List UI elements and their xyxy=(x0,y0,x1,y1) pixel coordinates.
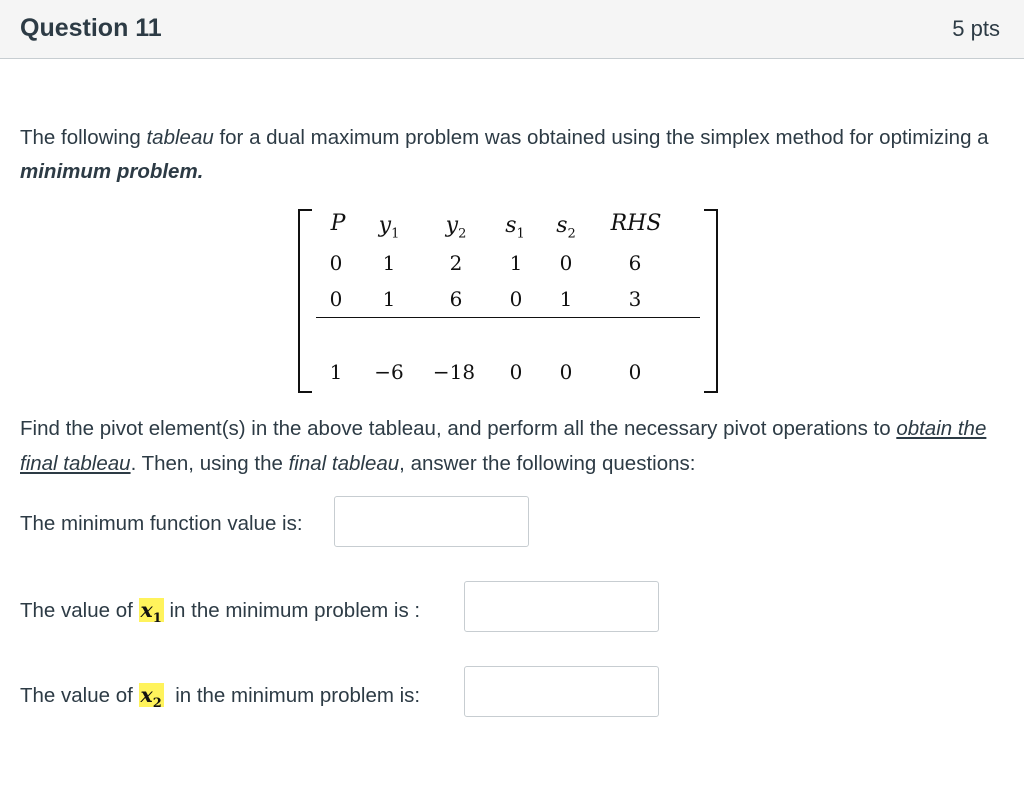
question-header xyxy=(0,0,1024,59)
intro-text: The following xyxy=(20,126,147,149)
tableau-cell: 0 xyxy=(329,287,343,311)
instructions-final-tableau-underlined: obtain the final tableau xyxy=(20,417,987,475)
q3-label: The value of $x_2$ in the minimum problem is: xyxy=(20,683,421,712)
tableau-cell: 3 xyxy=(628,287,642,311)
q1-label: The minimum function value is: xyxy=(20,512,303,535)
instructions-paragraph xyxy=(20,411,1010,481)
x2-value-input[interactable] xyxy=(464,666,659,717)
intro-text-2: for a dual maximum problem was obtained using the simplex method for optimizing a xyxy=(213,126,989,149)
tableau-cell: 2 xyxy=(449,251,463,275)
instructions-text-3: , answer the following questions: xyxy=(399,452,696,475)
x2-variable: $x_2$ xyxy=(140,683,162,712)
instructions-text: Find the pivot element(s) in the above tableau, and perform all the necessary pivot operations to xyxy=(20,417,897,440)
tableau-header-rhs: RHS xyxy=(610,211,662,236)
q2-label: The value of $x_1$ in the minimum problem is : xyxy=(20,598,421,627)
question-points: 5 pts xyxy=(952,16,1000,41)
simplex-tableau xyxy=(298,205,718,391)
intro-minimum-problem: minimum problem. xyxy=(20,160,204,183)
tableau-cell: 0 xyxy=(628,360,642,384)
tableau-cell: −6 xyxy=(374,360,404,384)
tableau-right-bracket xyxy=(704,209,718,393)
x1-variable: $x_1$ xyxy=(140,598,162,627)
tableau-cell: 1 xyxy=(382,287,396,311)
tableau-divider xyxy=(316,317,700,318)
tableau-header-s2: $s_2$ xyxy=(556,213,576,242)
tableau-cell: 0 xyxy=(509,360,523,384)
tableau-cell: −18 xyxy=(432,360,476,384)
tableau-cell: 6 xyxy=(449,287,463,311)
intro-tableau-word: tableau xyxy=(146,126,214,149)
tableau-cell: 1 xyxy=(509,251,523,275)
x1-value-input[interactable] xyxy=(464,581,659,632)
tableau-cell: 0 xyxy=(559,360,573,384)
minimum-value-input[interactable] xyxy=(334,496,529,547)
tableau-header-p: P xyxy=(330,211,346,236)
tableau-cell: 1 xyxy=(382,251,396,275)
instructions-final-tableau: final tableau xyxy=(288,452,400,475)
question-intro xyxy=(20,121,1000,189)
tableau-cell: 6 xyxy=(628,251,642,275)
tableau-cell: 1 xyxy=(329,360,343,384)
question-title: Question 11 xyxy=(20,14,162,42)
tableau-header-y2: $y_2$ xyxy=(445,213,467,242)
tableau-cell: 0 xyxy=(329,251,343,275)
tableau-cell: 0 xyxy=(509,287,523,311)
tableau-cell: 1 xyxy=(559,287,573,311)
instructions-text-2: . Then, using the xyxy=(130,452,289,475)
tableau-header-s1: $s_1$ xyxy=(505,213,525,242)
tableau-header-y1: $y_1$ xyxy=(378,213,400,242)
tableau-cell: 0 xyxy=(559,251,573,275)
